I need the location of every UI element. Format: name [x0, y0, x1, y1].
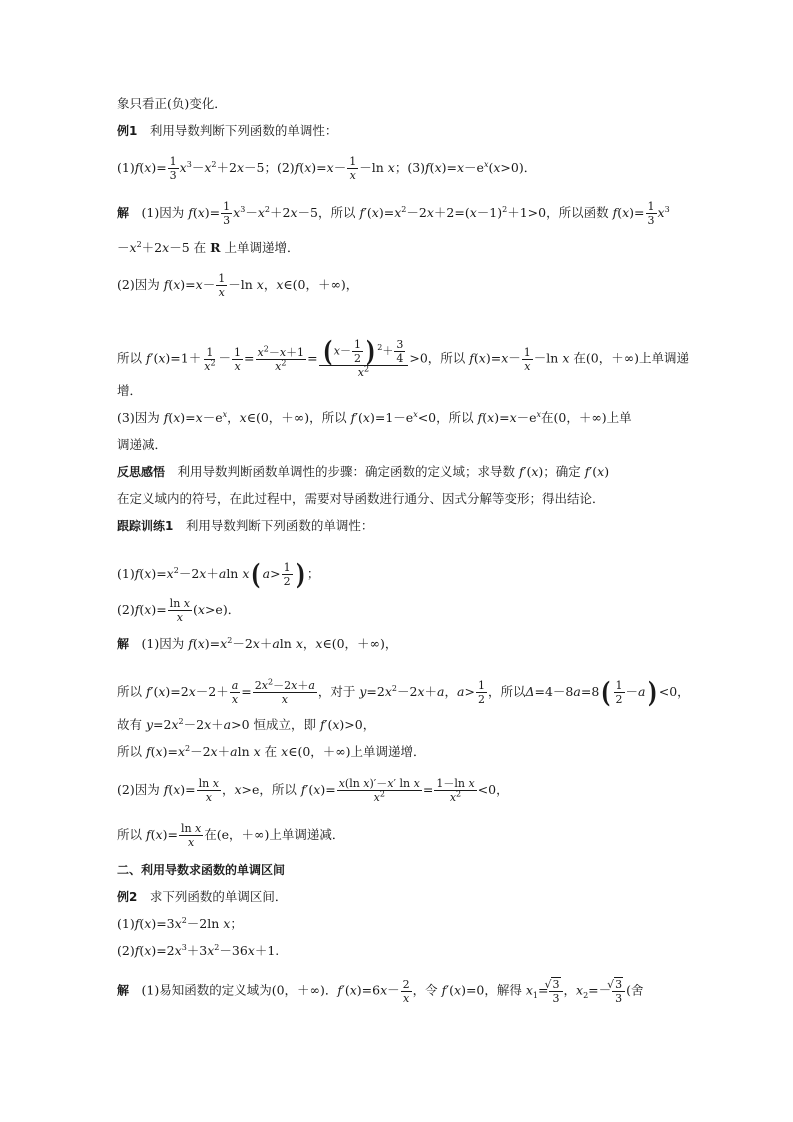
solution-2-line-1: (2)因为 f(x)=x－ $\frac{1}{x}$ －ln x，x∈(0，＋∞)， [117, 272, 359, 299]
example-1-heading: 例1 利用导数判断下列函数的单调性： [117, 123, 338, 138]
solution-2-line-2: 所以 f′(x)=1＋ $\frac{1}{x^2}$ － $\frac{1}{x}$ = $\frac{x^2-x+1}{x^2}$ = ( x－ $\frac{1}{2}$ ) $^2$＋ $\frac{3}{4}$ $x^2$ >0，所以 f(x)=x－ $\frac{1}{x}$ －ln x 在(0，＋∞)上单调递 [117, 334, 689, 379]
practice-solution-1-line-4: 所以 $f(x)=x^2-2x+aln$ x 在 x∈(0，＋∞)上单调递增． [117, 743, 426, 759]
practice-solution-1-line-2: 所以 f′(x)=2x－2＋ $\frac{a}{x}$ = $\frac{2x^2-2x+a}{x}$ ，对于 $y=2x^2-2x+a$，a> $\frac{1}{2}$ ，所以Δ=4－8a=8( $\frac{1}{2}$ －a) <0， [117, 675, 690, 709]
reflection-line-2: 在定义域内的符号，在此过程中，需要对导函数进行通分、因式分解等变形；得出结论． [117, 491, 605, 506]
practice-solution-1-line-1: 解 (1)因为 $f(x)=x^2-2x+aln$ x，x∈(0，＋∞)， [117, 635, 398, 651]
solution-1-line-1: 解 (1)因为 f(x)= $\frac{1}{3}$ $x^3-x^2+2x-5$，所以 $f'(x)=x^2-2x+2=(x-1)^2+1>0$，所以函数 f(x)= $\frac{1}{3}$ $x^3$ [117, 200, 670, 227]
example-2-item-1: $(1)f(x)=3x^2-2\ln$ x； [117, 915, 243, 931]
example-1-functions: (1)f(x)= $\frac{1}{3}$ $x^3-x^2+2x-5$；(2)f(x)=x－ $\frac{1}{x}$ －ln x；$(3)f(x)=x-e^x(x>0)$． [117, 155, 537, 182]
solution-1-line-2: $-x^2+2x-5$ 在 R 上单调递增． [117, 239, 300, 255]
practice-solution-2-line-2: 所以 f(x)= $\frac{\text{ln x}}{x}$ 在(e，＋∞)上单调递减． [117, 822, 345, 849]
example-2-solution-line-1: 解 (1)易知函数的定义域为(0，＋∞)．f′(x)=6x－ $\frac{2}{x}$ ，令 f′(x)=0，解得 $x_1=$ √ $\frac{3}{3}$ ，$x_2=-$ √ $\frac{3}{3}$ (舍 [117, 977, 685, 1005]
practice-1-item-1: $(1)f(x)=x^2-2x+aln$ x( a> $\frac{1}{2}$ ) ； [117, 557, 320, 591]
practice-1-item-2: (2)f(x)= $\frac{\text{ln x}}{x}$ (x>e)． [117, 597, 241, 624]
solution-3-line-1: (3)因为 $f(x)=x-e^x$，x∈(0，＋∞)，所以 $f'(x)=1-e^x<0$，所以 $f(x)=x-e^x$在(0，＋∞)上单 [117, 409, 632, 425]
practice-1-heading: 跟踪训练1 利用导数判断下列函数的单调性： [117, 518, 374, 533]
reflection-line-1: 反思感悟 利用导数判断函数单调性的步骤：确定函数的定义域；求导数 f′(x)；确定 f′(x) [117, 464, 610, 479]
solution-2-line-3: 增． [117, 383, 143, 398]
practice-solution-2-line-1: (2)因为 f(x)= $\frac{\text{ln x}}{x}$ ，x>e，所以 f′(x)= $\frac{\text{x(ln x)′－x′ ln x}}{x^2}$ = $\frac{\text{1－ln x}}{x^2}$ <0， [117, 777, 509, 804]
example-2-heading: 例2 求下列函数的单调区间． [117, 889, 288, 904]
solution-3-line-2: 调递减． [117, 437, 168, 452]
example-2-item-2: $(2)f(x)=2x^3+3x^2-36x+1$. [117, 942, 280, 958]
practice-solution-1-line-3: 故有 $y=2x^2-2x+a>0$ 恒成立，即 f′(x)>0， [117, 716, 376, 732]
text-line-1: 象只看正(负)变化． [117, 96, 227, 111]
section-heading-2: 二、利用导数求函数的单调区间 [117, 863, 286, 877]
